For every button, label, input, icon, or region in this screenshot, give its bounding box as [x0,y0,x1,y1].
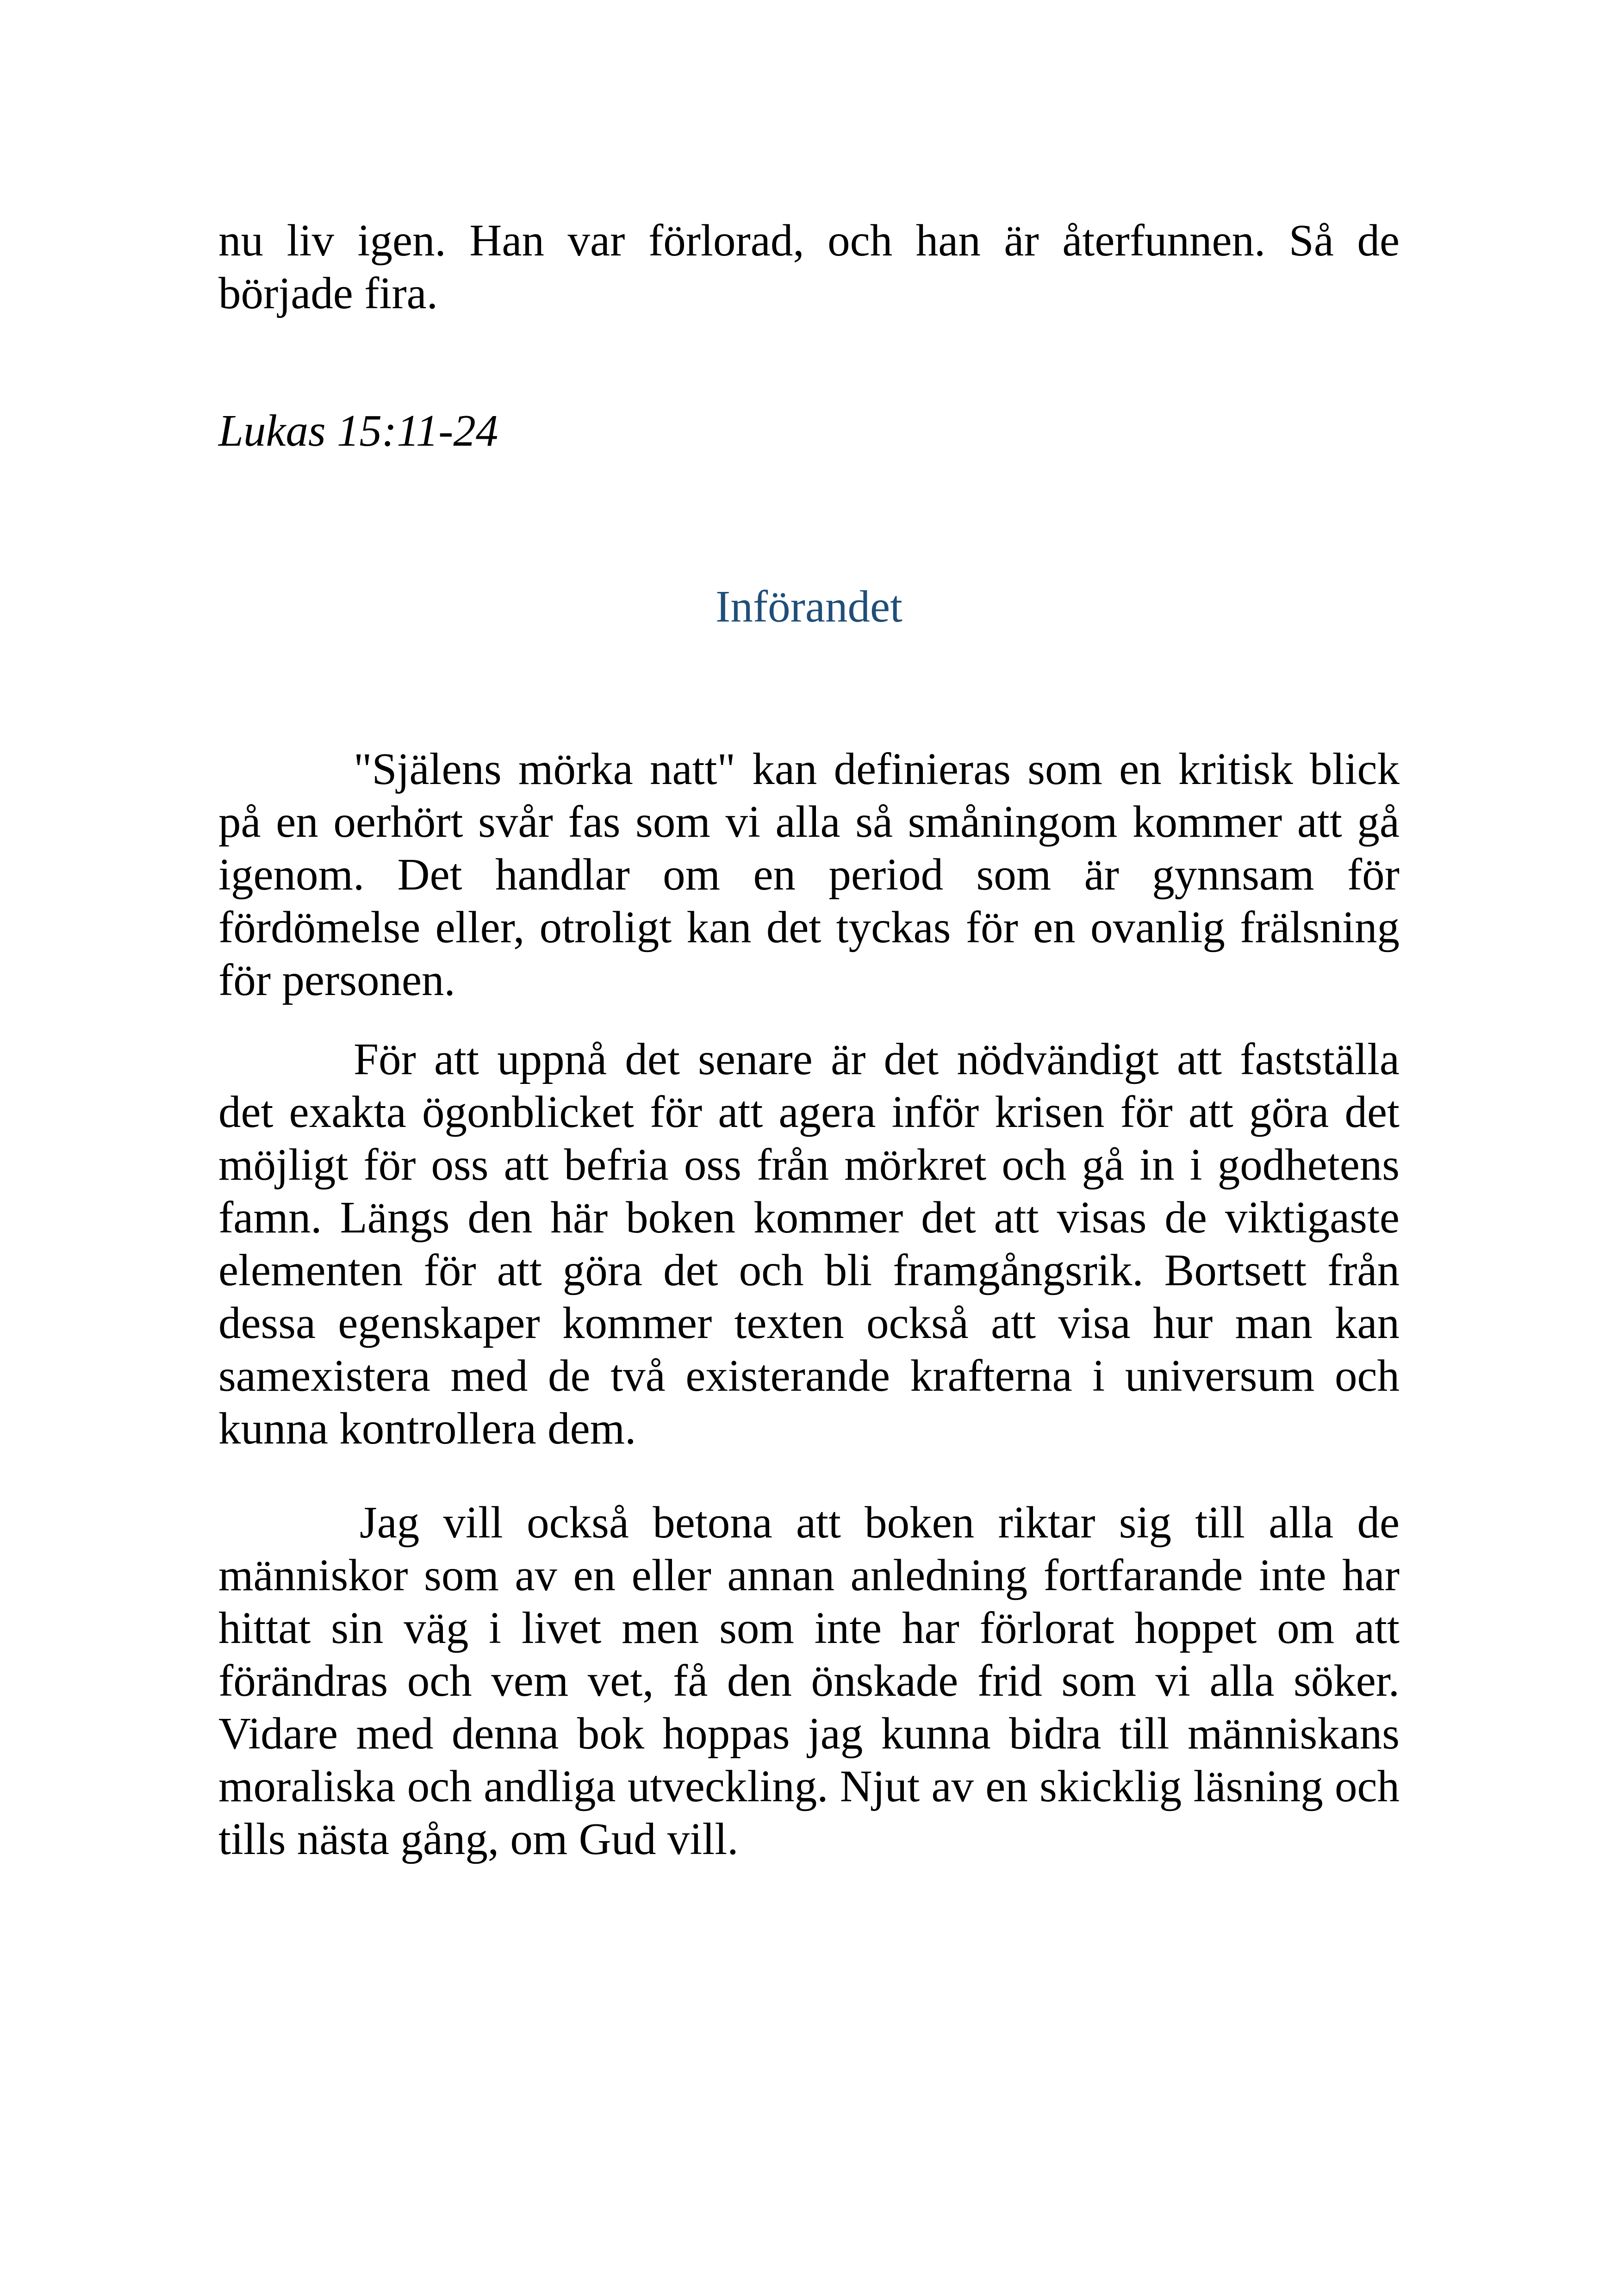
section-heading: Införandet [716,582,902,631]
body-paragraph-2: För att uppnå det senare är det nödvändigt att fastställa det exakta ögonblicket för att agera inför krisen för att göra det möjligt för oss att befria oss från mörkret och gå in i godhetens famn. Längs den här boken kommer det att visas de viktigaste elementen för att göra det och bli framgångsrik. Bortsett från dessa egenskaper kommer texten också att visa hur man kan samexistera med de två existerande krafterna i universum och kunna kontrollera dem. [218,1034,1400,1453]
scripture-reference: Lukas 15:11-24 [218,406,498,455]
opening-paragraph: nu liv igen. Han var förlorad, och han är återfunnen. Så de började fira. [218,216,1400,318]
body-paragraph-1: "Själens mörka natt" kan definieras som en kritisk blick på en oerhört svår fas som vi alla så småningom kommer att gå igenom. Det handlar om en period som är gynnsam för fördömelse eller, otroligt kan det tyckas för en ovanlig frälsning för personen. [218,744,1400,1005]
body-paragraph-3: Jag vill också betona att boken riktar sig till alla de människor som av en eller annan anledning fortfarande inte har hittat sin väg i livet men som inte har förlorat hoppet om att förändras och vem vet, få den önskade frid som vi alla söker. Vidare med denna bok hoppas jag kunna bidra till människans moraliska och andliga utveckling. Njut av en skicklig läsning och tills nästa gång, om Gud vill. [218,1498,1400,1864]
